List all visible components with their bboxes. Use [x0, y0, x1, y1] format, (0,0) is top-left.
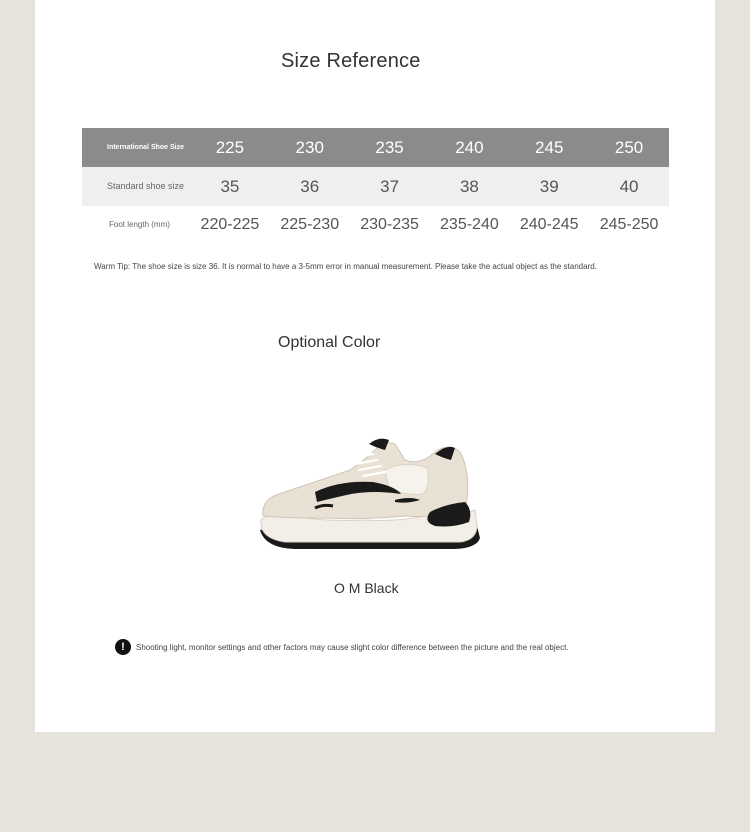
table-cell: 245-250: [599, 216, 659, 233]
color-disclaimer: [115, 639, 569, 655]
table-cell: 235-240: [440, 216, 499, 233]
table-cell: 225: [215, 137, 245, 157]
table-cell: 40: [619, 176, 639, 196]
size-reference-title: Size Reference: [281, 50, 421, 72]
table-cell: 37: [380, 176, 400, 196]
row-header: International Shoe Size: [107, 144, 185, 151]
shoe-image: [255, 430, 485, 555]
row-header: Standard shoe size: [107, 181, 185, 191]
table-row: [82, 128, 669, 167]
table-cell: 220-225: [200, 216, 260, 233]
table-cell: 36: [300, 176, 320, 196]
exclamation-icon: !: [115, 639, 131, 655]
table-cell: 250: [614, 137, 644, 157]
table-cell: 225-230: [280, 216, 340, 233]
disclaimer-text: Shooting light, monitor settings and other factors may cause slight color difference between the picture and the real object.: [136, 642, 569, 652]
table-cell: 38: [459, 176, 479, 196]
table-cell: 245: [535, 137, 564, 157]
content-card: [35, 0, 715, 732]
table-cell: 35: [220, 176, 240, 196]
size-table: [82, 128, 669, 244]
warm-tip: Warm Tip: The shoe size is size 36. It is normal to have a 3-5mm error in manual measurement. Please take the actual object as the standard.: [94, 262, 597, 271]
optional-color-title: Optional Color: [278, 334, 381, 351]
table-cell: 39: [539, 176, 559, 196]
color-option-label: O M Black: [334, 580, 399, 596]
table-cell: 230-235: [360, 216, 419, 233]
table-row: [82, 167, 669, 206]
table-cell: 230: [295, 137, 324, 157]
row-header: Foot length (mm): [109, 220, 170, 229]
table-row: [82, 206, 669, 244]
table-cell: 235: [375, 137, 404, 157]
table-cell: 240-245: [519, 216, 579, 233]
table-cell: 240: [455, 137, 484, 157]
